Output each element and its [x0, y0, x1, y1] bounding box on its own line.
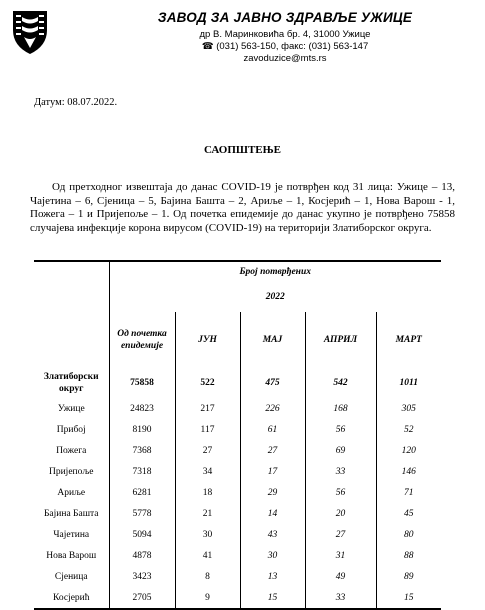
cell-april: 33	[305, 461, 376, 482]
cell-mart: 71	[404, 487, 414, 498]
organization-email: zavoduzice@mts.rs	[243, 53, 327, 64]
cell-april: 33	[305, 587, 376, 609]
cell-april: 20	[305, 503, 376, 524]
total-maj: 475	[240, 368, 305, 398]
cell-april: 168	[305, 398, 376, 419]
cell-mart: 120	[401, 445, 416, 456]
year-header: 2022	[265, 292, 285, 302]
month-header-maj: МАЈ	[240, 312, 305, 368]
cell-jun: 18	[175, 482, 240, 503]
cell-since-start: 5094	[109, 524, 175, 545]
table-row	[34, 398, 441, 419]
municipality-name: Пријепоље	[34, 461, 109, 482]
total-row-label: Златиборски округ	[34, 368, 109, 398]
cell-maj: 61	[240, 419, 305, 440]
table-row	[34, 419, 441, 440]
organization-title: ЗАВОД ЗА ЈАВНО ЗДРАВЉЕ УЖИЦЕ	[157, 10, 413, 25]
organization-address: др В. Маринковића бр. 4, 31000 Ужице	[199, 29, 371, 40]
cell-jun: 217	[175, 398, 240, 419]
table-row	[34, 503, 441, 524]
cell-jun: 117	[175, 419, 240, 440]
total-jun: 522	[175, 368, 240, 398]
cell-since-start: 6281	[109, 482, 175, 503]
cell-maj: 30	[240, 545, 305, 566]
cell-jun: 27	[175, 440, 240, 461]
cell-jun: 41	[175, 545, 240, 566]
municipality-name: Чајетина	[34, 524, 109, 545]
cell-april: 27	[305, 524, 376, 545]
municipality-name: Сјеница	[34, 566, 109, 587]
cell-jun: 8	[175, 566, 240, 587]
cell-jun: 30	[175, 524, 240, 545]
total-row	[34, 368, 441, 398]
month-header-april: АПРИЛ	[305, 312, 376, 368]
document-date: Датум: 08.07.2022.	[34, 97, 118, 108]
cell-since-start: 2705	[109, 587, 175, 609]
document-title: САОПШТЕЊЕ	[203, 144, 282, 156]
organization-phone: ☎ (031) 563-150, факс: (031) 563-147	[201, 41, 369, 52]
cell-jun: 9	[175, 587, 240, 609]
cell-since-start: 8190	[109, 419, 175, 440]
group-header: Број потврђених	[109, 261, 441, 282]
municipality-name: Ужице	[34, 398, 109, 419]
cell-mart: 52	[404, 424, 414, 435]
header-corner-cell	[34, 261, 109, 368]
cell-since-start: 7318	[109, 461, 175, 482]
municipality-name: Пожега	[34, 440, 109, 461]
cell-april: 56	[305, 482, 376, 503]
municipality-name: Ариље	[34, 482, 109, 503]
municipality-name: Нова Варош	[34, 545, 109, 566]
cell-maj: 17	[240, 461, 305, 482]
cell-since-start: 24823	[109, 398, 175, 419]
cell-maj: 43	[240, 524, 305, 545]
cell-since-start: 7368	[109, 440, 175, 461]
cell-mart: 88	[404, 550, 414, 561]
total-mart: 1011	[399, 378, 418, 388]
municipality-name: Косјерић	[34, 587, 109, 609]
month-header-mart: МАРТ	[395, 335, 422, 345]
cell-april: 49	[305, 566, 376, 587]
cell-jun: 21	[175, 503, 240, 524]
organization-header	[100, 10, 470, 65]
cell-mart: 45	[404, 508, 414, 519]
cell-mart: 305	[401, 403, 416, 414]
table-row	[34, 587, 441, 609]
cell-mart: 89	[404, 571, 414, 582]
cell-mart: 146	[401, 466, 416, 477]
table-header-row	[34, 261, 441, 282]
total-april: 542	[305, 368, 376, 398]
announcement-text: Од претходног извештаја до данас COVID-19 је потврђен код 31 лица: Ужице – 13, Чајетина – 6, Сјеница – 5, Бајина Башта – 2, Ариље – 1, Косјерић – 1, Нова Варош - 1, Пожега – 1 и Пријепоље – 1. Од почетка епидемије до данас укупно је потврђено 75858 случајева инфекције корона вирусом (COVID-19) на територији Златиборског округа.	[30, 181, 455, 234]
cell-maj: 13	[240, 566, 305, 587]
cell-since-start: 3423	[109, 566, 175, 587]
municipality-name: Бајина Башта	[34, 503, 109, 524]
since-start-header: Од почетка епидемије	[109, 312, 175, 368]
institute-logo-icon	[10, 8, 50, 56]
cell-mart: 80	[404, 529, 414, 540]
cell-april: 56	[305, 419, 376, 440]
cell-jun: 34	[175, 461, 240, 482]
cell-maj: 14	[240, 503, 305, 524]
table-row	[34, 566, 441, 587]
cell-since-start: 4878	[109, 545, 175, 566]
cell-maj: 226	[240, 398, 305, 419]
table-row	[34, 482, 441, 503]
cell-april: 69	[305, 440, 376, 461]
table-row	[34, 440, 441, 461]
cell-maj: 15	[240, 587, 305, 609]
cell-since-start: 5778	[109, 503, 175, 524]
cell-mart: 15	[376, 587, 441, 609]
month-header-jun: ЈУН	[175, 312, 240, 368]
cases-table	[34, 260, 441, 610]
total-since-start: 75858	[109, 368, 175, 398]
table-row	[34, 461, 441, 482]
table-row	[34, 545, 441, 566]
municipality-name: Прибој	[34, 419, 109, 440]
cell-april: 31	[305, 545, 376, 566]
table-row	[34, 524, 441, 545]
cell-maj: 29	[240, 482, 305, 503]
cell-maj: 27	[240, 440, 305, 461]
